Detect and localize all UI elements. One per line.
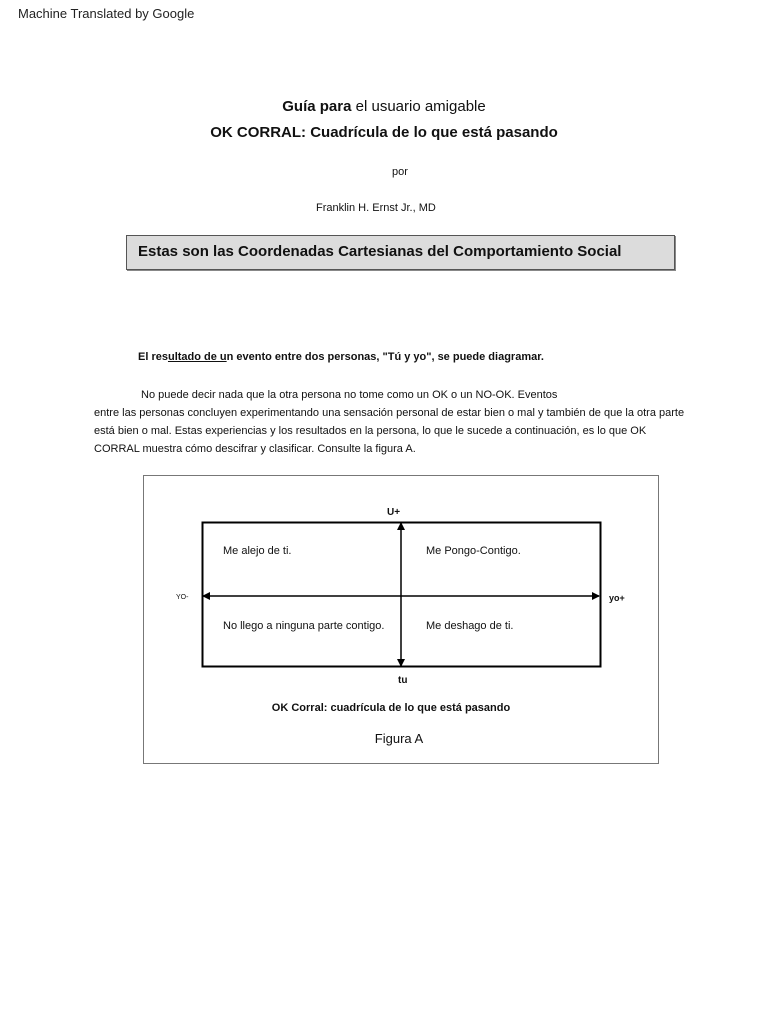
quadrant-bottom-left: No llego a ninguna parte contigo. (223, 620, 385, 632)
title-bold-part: Guía para (282, 98, 352, 115)
axis-label-left: YO- (176, 594, 189, 601)
by-label: por (392, 166, 408, 178)
machine-translated-banner: Machine Translated by Google (18, 6, 195, 21)
quadrant-top-right: Me Pongo-Contigo. (426, 545, 521, 557)
quadrant-bottom-right: Me deshago de ti. (426, 620, 514, 632)
document-title-line1 (0, 98, 768, 115)
lead-part3: n evento entre dos personas, "Tú y yo", se puede diagramar. (226, 351, 544, 363)
paragraph-line-3: está bien o mal. Estas experiencias y los resultados en la persona, lo que le sucede a continuación, es lo que OK (94, 425, 647, 437)
figure-caption: OK Corral: cuadrícula de lo que está pasando (271, 702, 511, 714)
paragraph-body (94, 404, 704, 458)
axis-label-top: U+ (387, 507, 401, 518)
axis-label-bottom: tu (398, 675, 408, 686)
paragraph-line-4: CORRAL muestra cómo descifrar y clasificar. Consulte la figura A. (94, 443, 416, 455)
lead-underlined-part: ultado de u (167, 351, 227, 363)
title-rest-part: el usuario amigable (351, 98, 486, 115)
paragraph-line-1: No puede decir nada que la otra persona no tome como un OK o un NO-OK. Eventos (141, 389, 558, 401)
lead-part1: El res (138, 351, 168, 363)
paragraph-line-2: entre las personas concluyen experimentando una sensación personal de estar bien o mal y también de que la otra parte (94, 407, 685, 419)
section-heading: Estas son las Coordenadas Cartesianas del Comportamiento Social (138, 243, 622, 260)
section-heading-box (126, 235, 675, 270)
lead-sentence (138, 351, 544, 363)
figure-label: Figura A (374, 731, 424, 746)
document-title-line2: OK CORRAL: Cuadrícula de lo que está pasando (210, 124, 558, 141)
author-name: Franklin H. Ernst Jr., MD (316, 202, 436, 214)
quadrant-top-left: Me alejo de ti. (223, 545, 292, 557)
ok-corral-grid (143, 475, 659, 764)
axis-label-right: yo+ (609, 593, 625, 603)
